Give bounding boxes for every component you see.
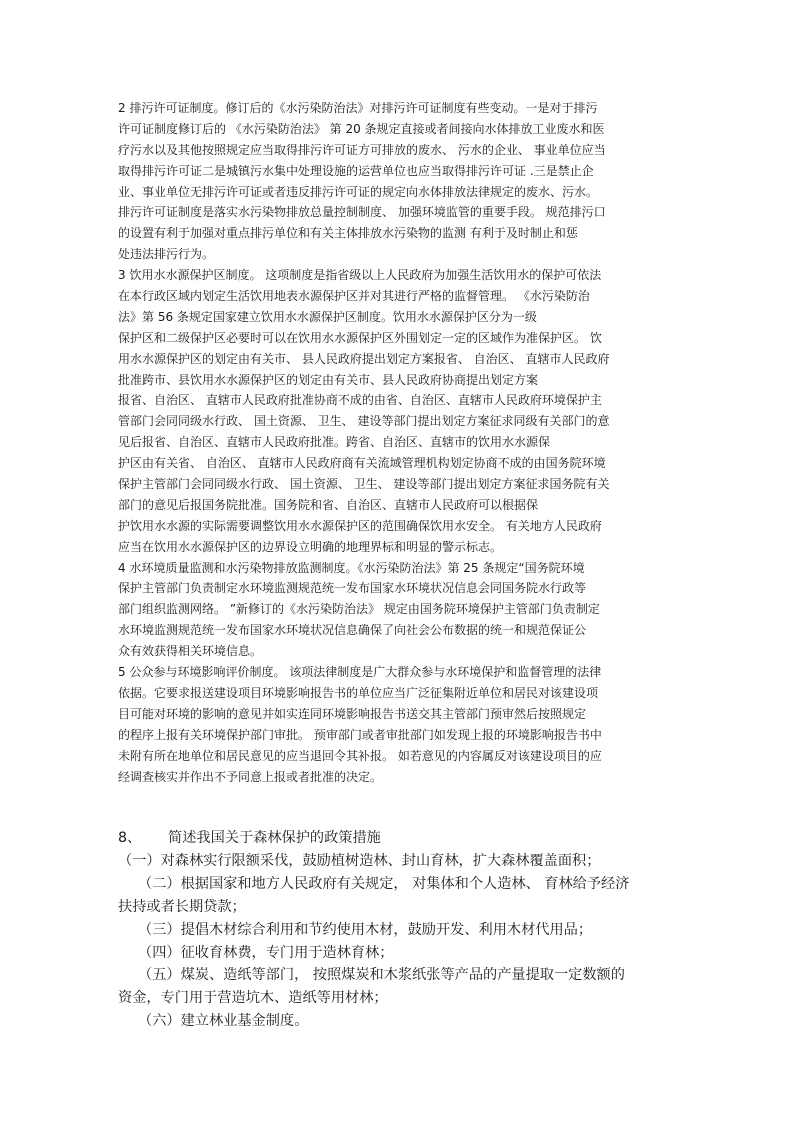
list-item: （一）对森林实行限额采伐，鼓励植树造林、封山育林，扩大森林覆盖面积； [118,853,601,869]
list-item: （三）提倡木材综合利用和节约使用木材，鼓励开发、利用木材代用品； [138,921,593,938]
list-item: （四）征收育林费，专门用于造林育林； [138,944,394,961]
paragraph-line: 经调查核实并作出不予同意上报或者批准的决定。 [118,769,383,784]
paragraph-line: 保护主管部门会同同级水行政、 国土资源、 卫生、 建设等部门提出划定方案征求国务院有关 [118,477,610,492]
paragraph-line: 目可能对环境的影响的意见并如实连同环境影响报告书送交其主管部门预审然后按照规定 [118,706,587,721]
paragraph-line: 4 水环境质量监测和水污染物排放监测制度。《水污染防治法》第 25 条规定“国务院环境 [118,560,585,575]
paragraph-line: 水环境监测规范统一发布国家水环境状况信息确保了向社会公布数据的统一和规范保证公 [118,623,587,638]
paragraph-line: 未附有所在地单位和居民意见的应当退回令其补报。 如若意见的内容属反对该建设项目的应 [118,748,602,763]
paragraph-line: 3 饮用水水源保护区制度。 这项制度是指省级以上人民政府为加强生活饮用水的保护可依法 [118,268,602,283]
section-title: 简述我国关于森林保护的政策措施 [168,830,381,846]
paragraph-line: 用水水源保护区的划定由有关市、 县人民政府提出划定方案报省、 自治区、 直辖市人民政府 [118,351,610,366]
paragraph-line: 报省、自治区、 直辖市人民政府批准协商不成的由省、自治区、直辖市人民政府环境保护主 [118,393,602,408]
list-item-continuation: 扶持或者长期贷款； [118,898,246,915]
paragraph-line: 管部门会同同级水行政、 国土资源、 卫生、 建设等部门提出划定方案征求同级有关部门的意 [118,414,610,429]
section-heading [118,826,678,850]
paragraph-line: 部门组织监测网络。 ”新修订的《水污染防治法》 规定由国务院环境保护主管部门负责制定 [118,602,600,617]
list-item: （二）根据国家和地方人民政府有关规定， 对集体和个人造林、 育林给予经济 [138,875,630,892]
paragraph-line: 2 排污许可证制度。修订后的《水污染防治法》对排污许可证制度有些变动。一是对于排污 [118,101,598,115]
paragraph-line: 众有效获得相关环境信息。 [118,644,263,659]
list-item: （六）建立林业基金制度。 [138,1013,309,1030]
paragraph-line: 保护主管部门负责制定水环境监测规范统一发布国家水环境状况信息会同国务院水行政等 [118,581,587,596]
paragraph-line: 5 公众参与环境影响评价制度。 该项法律制度是广大群众参与水环境保护和监督管理的法律 [118,665,602,680]
paragraph-line: 取得排污许可证二是城镇污水集中处理设施的运营单位也应当取得排污许可证 .三是禁止企 [118,163,594,178]
paragraph-line: 排污许可证制度是落实水污染物排放总量控制制度、 加强环境监管的重要手段。 规范排污口 [118,205,606,220]
paragraph-line: 保护区和二级保护区必要时可以在饮用水水源保护区外围划定一定的区域作为准保护区。 饮 [118,330,602,345]
paragraph-line: 许可证制度修订后的 《水污染防治法》 第 20 条规定直接或者间接向水体排放工业废水和医 [118,121,605,136]
paragraph-line: 部门的意见后报国务院批准。国务院和省、自治区、直辖市人民政府可以根据保 [118,497,539,512]
paragraph-line: 护饮用水水源的实际需要调整饮用水水源保护区的范围确保饮用水安全。 有关地方人民政府 [118,518,602,533]
paragraph-line: 的程序上报有关环境保护部门审批。 预审部门或者审批部门如发现上报的环境影响报告书中 [118,727,602,742]
paragraph-line: 应当在饮用水水源保护区的边界设立明确的地理界标和明显的警示标志。 [118,539,503,554]
paragraph-line: 业、事业单位无排污许可证或者违反排污许可证的规定向水体排放法律规定的废水、污水。 [118,184,599,199]
paragraph-line: 在本行政区域内划定生活饮用地表水源保护区并对其进行严格的监督管理。 《水污染防治 [118,289,590,304]
paragraph-line: 依据。它要求报送建设项目环境影响报告书的单位应当广泛征集附近单位和居民对该建设项 [118,685,599,700]
paragraph-line: 的设置有利于加强对重点排污单位和有关主体排放水污染物的监测 有利于及时制止和惩 [118,226,578,241]
section-number: 8、 [118,830,142,846]
list-item: （五）煤炭、造纸等部门， 按照煤炭和木浆纸张等产品的产量提取一定数额的 [138,967,625,984]
forest-protection-section [118,826,678,1033]
paragraph-line: 批准跨市、县饮用水水源保护区的划定由有关市、县人民政府协商提出划定方案 [118,372,539,387]
paragraph-line: 见后报省、自治区、直辖市人民政府批准。跨省、自治区、直辖市的饮用水水源保 [118,435,551,450]
water-pollution-section [118,98,678,787]
paragraph-line: 护区由有关省、 自治区、 直辖市人民政府商有关流域管理机构划定协商不成的由国务院环境 [118,456,606,471]
paragraph-line: 法》第 56 条规定国家建立饮用水水源保护区制度。饮用水水源保护区分为一级 [118,309,537,324]
paragraph-line: 疗污水以及其他按照规定应当取得排污许可证方可排放的废水、 污水的企业、 事业单位应当 [118,142,606,157]
paragraph-line: 处违法排污行为。 [118,247,215,262]
list-item-continuation: 资金，专门用于营造坑木、造纸等用材林； [118,990,388,1007]
